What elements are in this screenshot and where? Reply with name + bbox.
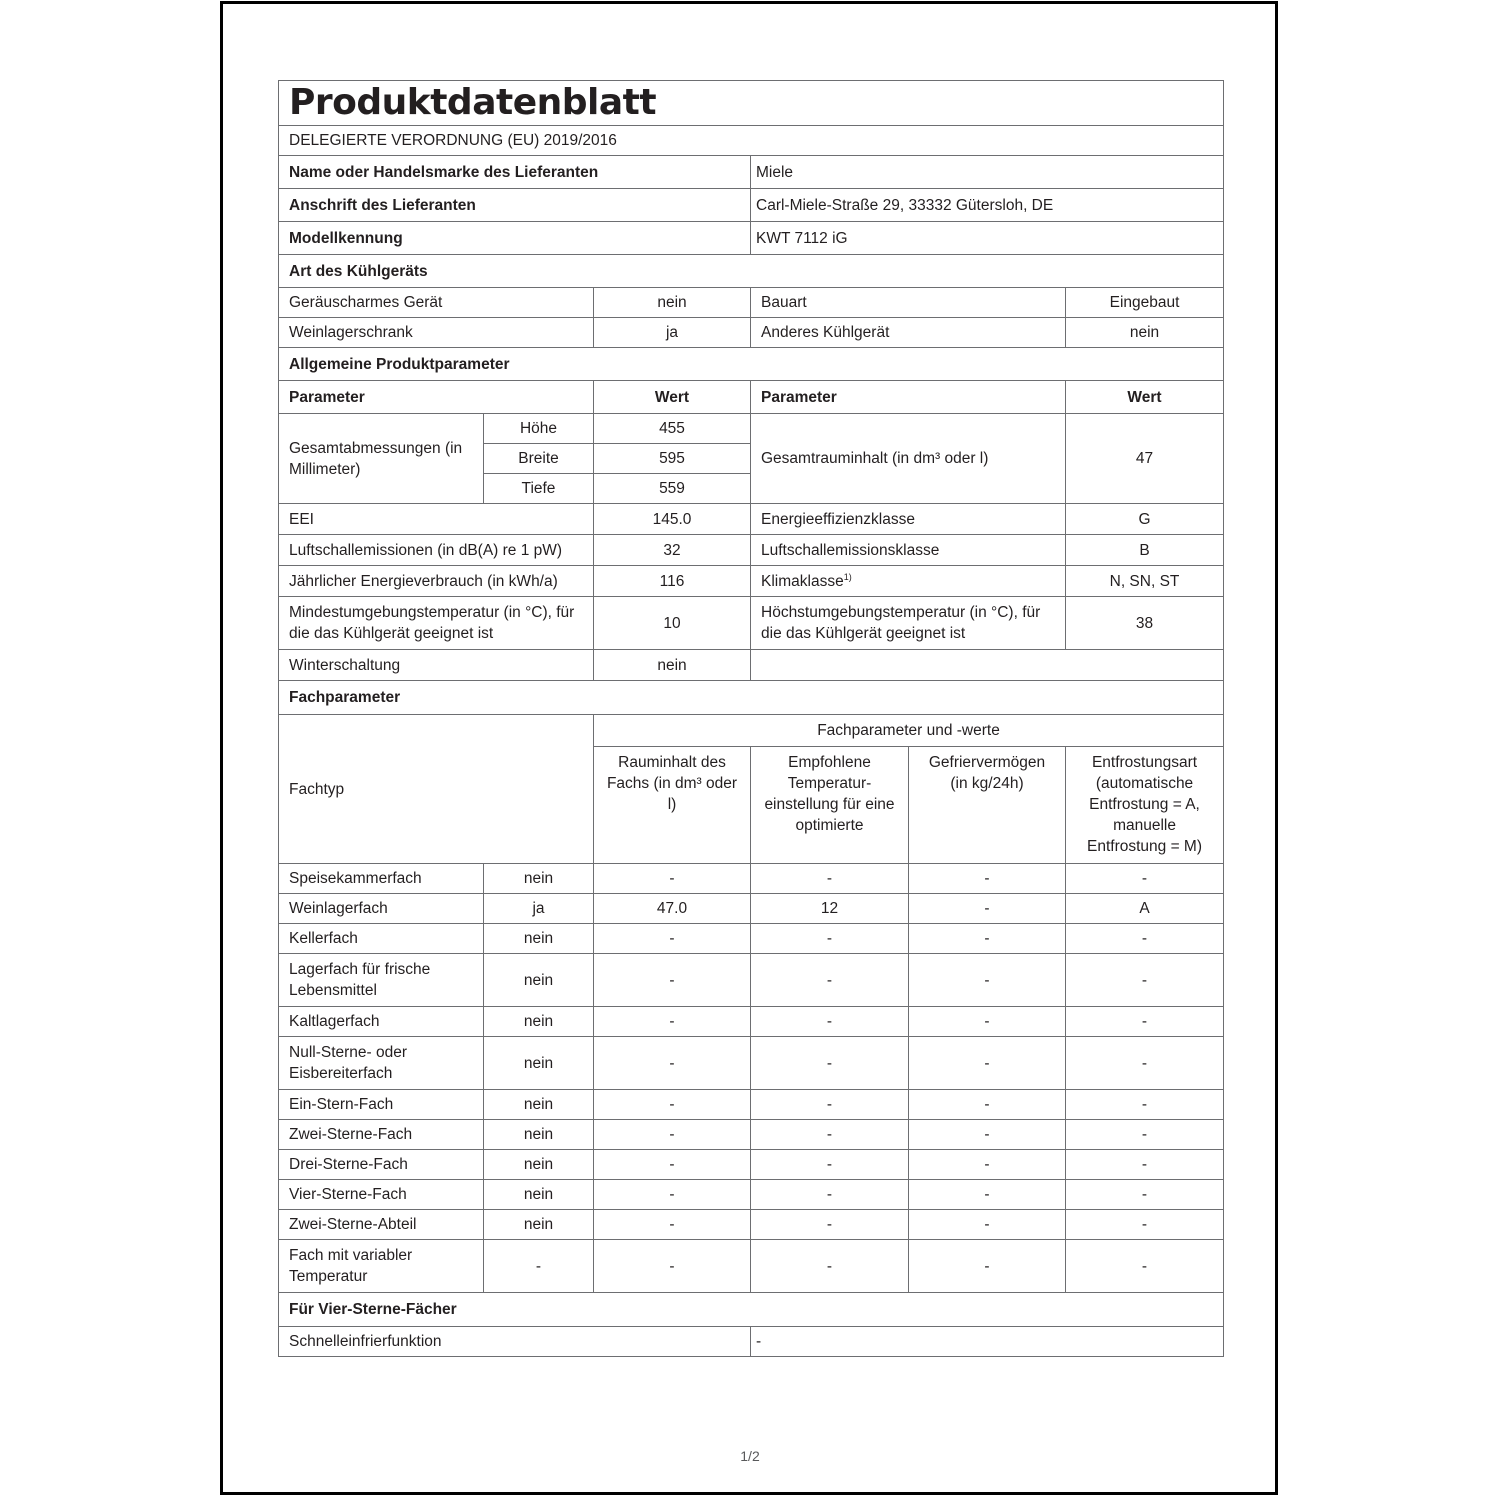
winter-label: Winterschaltung [279,650,594,681]
noise-class-value: B [1066,535,1224,566]
title-cell [279,81,1224,126]
compartment-params-heading: Fachparameter und -werte [594,715,1224,747]
compartment-present: nein [484,1210,594,1240]
compartment-defrost: - [1066,1037,1224,1090]
compartment-volume: - [594,1180,751,1210]
compartment-row [279,1210,1224,1240]
min-temp-value: 10 [594,597,751,650]
climate-class-footnote: 1) [843,571,852,582]
compartment-temperature: - [751,924,909,954]
type-row-label: Weinlagerschrank [279,318,594,348]
compartment-present: - [484,1240,594,1293]
compartment-name: Zwei-Sterne-Fach [279,1120,484,1150]
height-value: 455 [594,414,751,444]
compartment-present: nein [484,1090,594,1120]
compartment-defrost: - [1066,1007,1224,1037]
compartment-temperature: - [751,1007,909,1037]
compartment-present: nein [484,954,594,1007]
min-temp-label: Mindestumgebungstemperatur (in °C), für die das Kühlgerät geeignet ist [279,597,594,650]
height-label: Höhe [484,414,594,444]
compartment-present: nein [484,1120,594,1150]
supplier-name-value: Miele [751,156,1224,189]
compartment-name: Speisekammerfach [279,864,484,894]
eei-value: 145.0 [594,504,751,535]
document-title: Produktdatenblatt [289,82,657,123]
type-row-label: Anderes Kühlgerät [751,318,1066,348]
column-header-volume: Rauminhalt des Fachs (in dm³ oder l) [594,747,751,864]
compartment-name: Null-Sterne- oder Eisbereiterfach [279,1037,484,1090]
noise-value: 32 [594,535,751,566]
compartment-volume: - [594,1090,751,1120]
quick-freeze-label: Schnelleinfrierfunktion [279,1327,751,1357]
compartment-name: Lagerfach für frische Lebensmittel [279,954,484,1007]
column-header-temperature: Empfohlene Temperatur-einstellung für eine optimierte [751,747,909,864]
compartment-defrost: - [1066,954,1224,1007]
compartment-row [279,1240,1224,1293]
compartment-row [279,1150,1224,1180]
type-row-value: nein [594,288,751,318]
type-row-label: Geräuscharmes Gerät [279,288,594,318]
annual-energy-value: 116 [594,566,751,597]
annual-energy-label: Jährlicher Energieverbrauch (in kWh/a) [279,566,594,597]
compartment-row [279,954,1224,1007]
compartment-present: ja [484,894,594,924]
compartment-volume: - [594,1210,751,1240]
energy-class-label: Energieeffizienzklasse [751,504,1066,535]
max-temp-label: Höchstumgebungstemperatur (in °C), für die das Kühlgerät geeignet ist [751,597,1066,650]
compartment-freezing: - [909,894,1066,924]
width-value: 595 [594,444,751,474]
compartment-volume: - [594,924,751,954]
compartment-present: nein [484,864,594,894]
compartment-present: nein [484,1150,594,1180]
dimensions-label: Gesamtabmessungen (in Millimeter) [279,414,484,504]
compartment-volume: - [594,864,751,894]
compartment-volume: - [594,1240,751,1293]
type-row-value: Eingebaut [1066,288,1224,318]
compartment-freezing: - [909,1210,1066,1240]
compartment-freezing: - [909,924,1066,954]
compartment-freezing: - [909,864,1066,894]
climate-class-value: N, SN, ST [1066,566,1224,597]
product-data-sheet [278,80,1224,1357]
max-temp-value: 38 [1066,597,1224,650]
compartment-defrost: - [1066,1150,1224,1180]
depth-value: 559 [594,474,751,504]
empty-cell [751,650,1224,681]
compartment-row [279,1090,1224,1120]
compartment-temperature: - [751,1150,909,1180]
column-header-parameter: Parameter [751,381,1066,414]
compartment-present: nein [484,1180,594,1210]
depth-label: Tiefe [484,474,594,504]
compartment-temperature: - [751,1210,909,1240]
supplier-name-label: Name oder Handelsmarke des Lieferanten [279,156,751,189]
compartment-row [279,1180,1224,1210]
compartment-temperature: - [751,864,909,894]
noise-label: Luftschallemissionen (in dB(A) re 1 pW) [279,535,594,566]
compartment-volume: - [594,1120,751,1150]
compartment-row [279,894,1224,924]
compartment-temperature: - [751,1037,909,1090]
compartment-row [279,924,1224,954]
compartment-defrost: - [1066,864,1224,894]
column-header-defrost: Entfrostungsart (automatische Entfrostung = A, manuelle Entfrostung = M) [1066,747,1224,864]
type-row-label: Bauart [751,288,1066,318]
winter-value: nein [594,650,751,681]
climate-class-label: Klimaklasse [761,572,844,590]
compartment-freezing: - [909,1090,1066,1120]
compartment-name: Vier-Sterne-Fach [279,1180,484,1210]
compartment-defrost: - [1066,1180,1224,1210]
compartment-temperature: - [751,1090,909,1120]
model-value: KWT 7112 iG [751,222,1224,255]
general-section-heading: Allgemeine Produktparameter [279,348,1224,381]
four-star-heading: Für Vier-Sterne-Fächer [279,1293,1224,1327]
compartment-defrost: - [1066,1240,1224,1293]
compartment-volume: - [594,1037,751,1090]
compartment-name: Kellerfach [279,924,484,954]
total-volume-value: 47 [1066,414,1224,504]
type-section-heading: Art des Kühlgeräts [279,255,1224,288]
compartment-defrost: - [1066,1120,1224,1150]
column-header-freezing: Gefriervermögen (in kg/24h) [909,747,1066,864]
compartment-name: Kaltlagerfach [279,1007,484,1037]
column-header-value: Wert [1066,381,1224,414]
model-label: Modellkennung [279,222,751,255]
total-volume-label: Gesamtrauminhalt (in dm³ oder l) [751,414,1066,504]
compartment-defrost: - [1066,1210,1224,1240]
compartment-temperature: - [751,1120,909,1150]
eei-label: EEI [279,504,594,535]
compartment-freezing: - [909,1180,1066,1210]
type-row-value: nein [1066,318,1224,348]
compartment-freezing: - [909,1150,1066,1180]
compartment-row [279,1007,1224,1037]
climate-class-cell [751,566,1066,597]
compartment-name: Zwei-Sterne-Abteil [279,1210,484,1240]
page-number: 1/2 [740,1448,760,1464]
type-row-value: ja [594,318,751,348]
compartment-rows [279,864,1224,1293]
compartment-row [279,864,1224,894]
compartment-name: Fach mit variabler Temperatur [279,1240,484,1293]
compartment-defrost: - [1066,1090,1224,1120]
noise-class-label: Luftschallemissionsklasse [751,535,1066,566]
compartment-section-heading: Fachparameter [279,681,1224,715]
compartment-temperature: 12 [751,894,909,924]
compartment-defrost: A [1066,894,1224,924]
compartment-volume: - [594,1150,751,1180]
compartment-present: nein [484,1037,594,1090]
compartment-freezing: - [909,954,1066,1007]
compartment-present: nein [484,1007,594,1037]
compartment-name: Ein-Stern-Fach [279,1090,484,1120]
compartment-present: nein [484,924,594,954]
compartment-temperature: - [751,954,909,1007]
compartment-temperature: - [751,1240,909,1293]
compartment-row [279,1037,1224,1090]
column-header-parameter: Parameter [279,381,594,414]
compartment-name: Weinlagerfach [279,894,484,924]
compartment-type-label: Fachtyp [279,715,594,864]
supplier-address-label: Anschrift des Lieferanten [279,189,751,222]
compartment-freezing: - [909,1120,1066,1150]
compartment-freezing: - [909,1037,1066,1090]
compartment-freezing: - [909,1240,1066,1293]
regulation-text: DELEGIERTE VERORDNUNG (EU) 2019/2016 [279,126,1224,156]
compartment-volume: - [594,954,751,1007]
compartment-defrost: - [1066,924,1224,954]
supplier-address-value: Carl-Miele-Straße 29, 33332 Gütersloh, DE [751,189,1224,222]
energy-class-value: G [1066,504,1224,535]
compartment-freezing: - [909,1007,1066,1037]
quick-freeze-value: - [751,1327,1224,1357]
compartment-volume: 47.0 [594,894,751,924]
compartment-row [279,1120,1224,1150]
compartment-temperature: - [751,1180,909,1210]
width-label: Breite [484,444,594,474]
compartment-name: Drei-Sterne-Fach [279,1150,484,1180]
column-header-value: Wert [594,381,751,414]
compartment-volume: - [594,1007,751,1037]
